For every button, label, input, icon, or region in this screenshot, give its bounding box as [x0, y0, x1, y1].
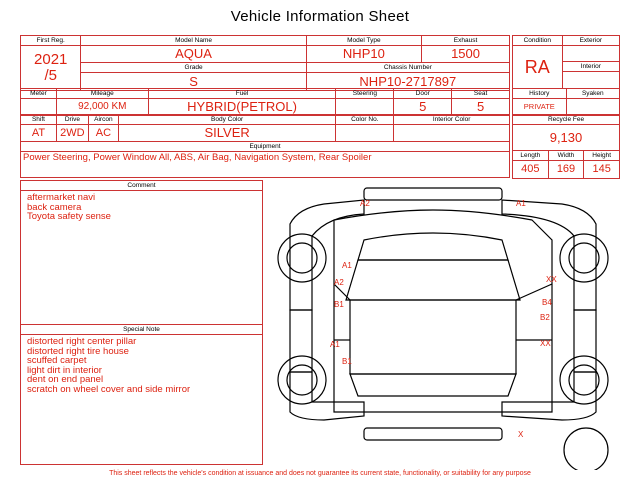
damage-left-2: A2	[334, 278, 344, 287]
model-type-value: NHP10	[306, 46, 421, 63]
recycle-fee-value: 9,130	[513, 125, 620, 151]
length-value: 405	[513, 161, 549, 179]
rear-glass-shape	[350, 374, 516, 396]
interior-value	[562, 72, 619, 89]
color-no-label: Color No.	[336, 115, 394, 125]
car-damage-diagram	[268, 180, 628, 470]
door-label: Door	[394, 89, 452, 99]
interior-label: Interior	[562, 62, 619, 72]
right-front-panel	[502, 200, 596, 310]
special-note-line: dent on end panel	[27, 374, 104, 385]
exhaust-label: Exhaust	[422, 36, 510, 46]
equipment-value: Power Steering, Power Window All, ABS, Air Bag, Navigation System, Rear Spoiler	[21, 152, 510, 178]
fuel-value: HYBRID(PETROL)	[148, 99, 336, 116]
comment-list	[21, 191, 262, 222]
first-reg-label: First Reg.	[21, 36, 81, 46]
footer-disclaimer: This sheet reflects the vehicle's condition at issuance and does not guarantee its current state, functionality, or suitability for any purpose	[109, 470, 531, 477]
special-note-box	[20, 325, 263, 465]
condition-value: RA	[513, 46, 563, 89]
info-table-middle	[20, 88, 510, 116]
wheel-front-left-shape	[278, 234, 326, 282]
interior-color-label: Interior Color	[394, 115, 510, 125]
body-color-label: Body Color	[118, 115, 336, 125]
first-reg-year: 2021	[34, 51, 68, 68]
grade-label: Grade	[81, 63, 306, 73]
damage-right-3: B2	[540, 313, 550, 322]
recycle-fee-label: Recycle Fee	[513, 115, 620, 125]
history-table	[512, 88, 620, 116]
mileage-value: 92,000 KM	[56, 99, 148, 116]
special-note-line: distorted right tire house	[27, 345, 129, 357]
comment-box	[20, 180, 263, 325]
info-table-lower	[20, 114, 510, 178]
aircon-label: Aircon	[88, 115, 118, 125]
fuel-label: Fuel	[148, 89, 336, 99]
right-rear-panel	[502, 372, 596, 420]
damage-right-1: XX	[546, 275, 557, 284]
grade-value: S	[81, 73, 306, 91]
aircon-value: AC	[88, 125, 118, 142]
wheel-rear-left-shape	[278, 356, 326, 404]
comment-label: Comment	[21, 181, 262, 191]
seat-value: 5	[452, 99, 510, 116]
history-value: PRIVATE	[513, 99, 567, 116]
first-reg-month: /5	[44, 67, 57, 84]
windshield-shape	[346, 260, 520, 300]
body-color-value: SILVER	[118, 125, 336, 142]
spare-tire-shape	[564, 428, 608, 470]
comment-line: aftermarket navi	[27, 192, 96, 203]
model-type-label: Model Type	[306, 36, 421, 46]
meter-value	[21, 99, 57, 116]
shift-label: Shift	[21, 115, 57, 125]
exterior-label: Exterior	[562, 36, 619, 46]
condition-label: Condition	[513, 36, 563, 46]
interior-color-value	[394, 125, 510, 142]
syaken-value	[566, 99, 619, 116]
height-label: Height	[584, 151, 620, 161]
left-rear-panel	[290, 372, 364, 420]
left-door-panel	[290, 310, 312, 372]
condition-table	[512, 35, 620, 89]
exterior-value	[562, 46, 619, 62]
info-table-top	[20, 35, 510, 91]
width-label: Width	[548, 151, 584, 161]
drive-label: Drive	[56, 115, 88, 125]
right-door-panel	[574, 310, 596, 372]
chassis-number-value: NHP10-2717897	[306, 73, 509, 91]
damage-left-1: A1	[342, 261, 352, 270]
damage-left-5: B1	[342, 357, 352, 366]
sheet-title: Vehicle Information Sheet	[230, 8, 410, 25]
hood-shape	[358, 233, 508, 260]
special-note-list	[21, 335, 262, 394]
drive-value: 2WD	[56, 125, 88, 142]
body-outline	[334, 210, 552, 412]
mileage-label: Mileage	[56, 89, 148, 99]
special-note-label: Special Note	[21, 325, 262, 335]
special-note-line: scratch on wheel cover and side mirror	[27, 383, 191, 395]
wheel-front-right-shape	[560, 234, 608, 282]
damage-rear: X	[518, 430, 524, 439]
equipment-label: Equipment	[21, 142, 510, 152]
length-label: Length	[513, 151, 549, 161]
door-value: 5	[394, 99, 452, 116]
comment-line: back camera	[27, 201, 82, 213]
damage-front-right: A1	[516, 199, 526, 208]
model-name-label: Model Name	[81, 36, 306, 46]
roof-shape	[350, 300, 516, 374]
meter-label: Meter	[21, 89, 57, 99]
wheel-rear-right-shape	[560, 356, 608, 404]
rear-bumper-shape	[364, 428, 502, 440]
steering-value	[336, 99, 394, 116]
front-bumper-shape	[364, 188, 502, 200]
seat-label: Seat	[452, 89, 510, 99]
special-note-line: light dirt in interior	[27, 364, 102, 376]
special-note-line: distorted right center pillar	[27, 336, 137, 347]
damage-front-left: A2	[360, 199, 370, 208]
damage-left-3: B1	[334, 300, 344, 309]
shift-value: AT	[21, 125, 57, 142]
damage-left-4: A1	[330, 340, 340, 349]
history-label: History	[513, 89, 567, 99]
color-no-value	[336, 125, 394, 142]
width-value: 169	[548, 161, 584, 179]
damage-right-2: B4	[542, 298, 552, 307]
recycle-table	[512, 114, 620, 179]
first-reg-value	[21, 46, 81, 91]
steering-label: Steering	[336, 89, 394, 99]
height-value: 145	[584, 161, 620, 179]
exhaust-value: 1500	[422, 46, 510, 63]
damage-right-4: XX	[540, 339, 551, 348]
comment-line: Toyota safety sense	[27, 211, 111, 222]
model-name-value: AQUA	[81, 46, 306, 63]
chassis-number-label: Chassis Number	[306, 63, 509, 73]
special-note-line: scuffed carpet	[27, 355, 87, 366]
syaken-label: Syaken	[566, 89, 619, 99]
